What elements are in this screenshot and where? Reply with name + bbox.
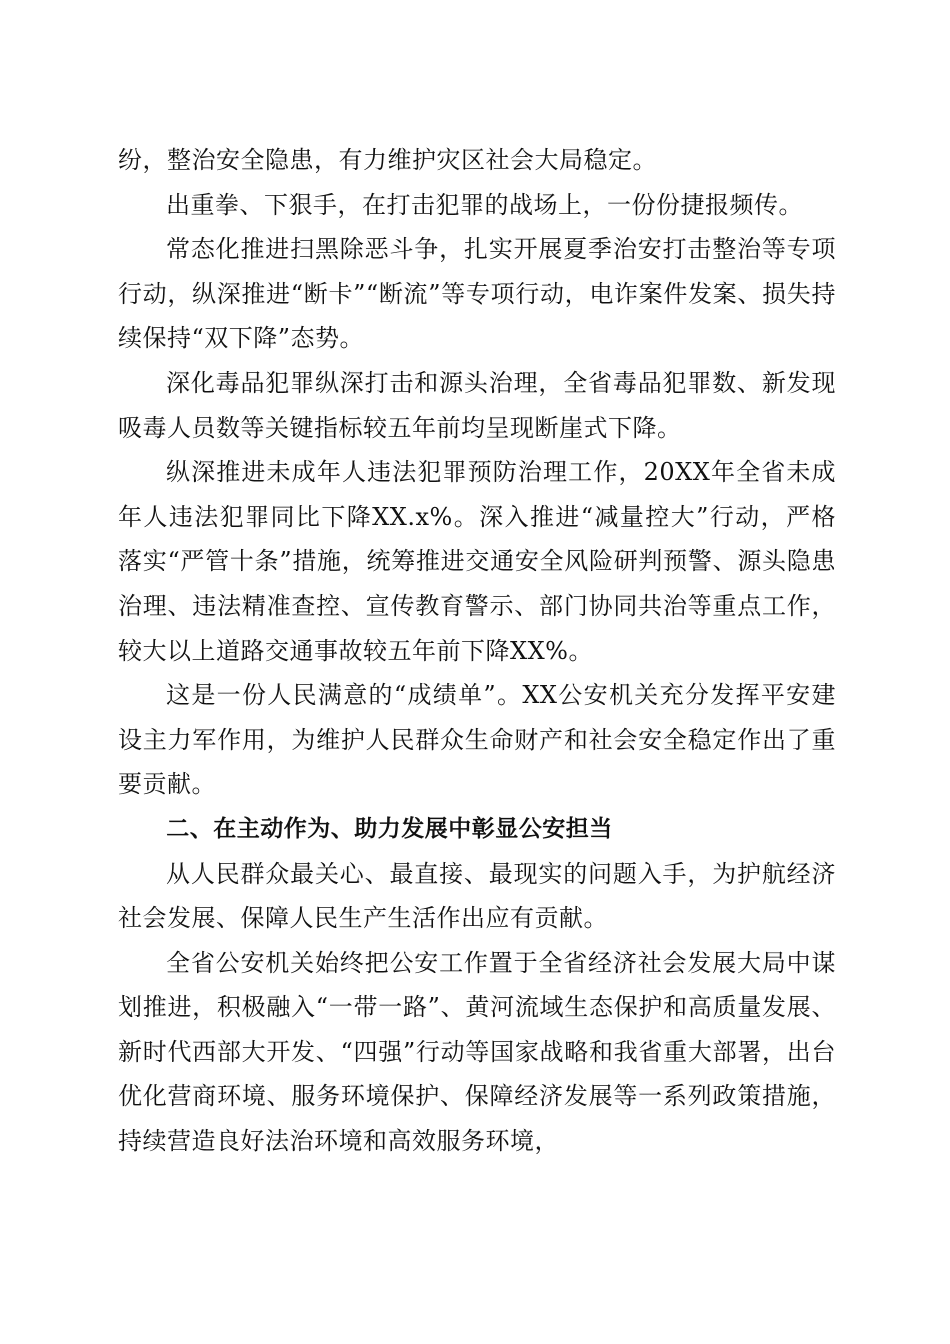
paragraph-drug-crime: 深化毒品犯罪纵深打击和源头治理，全省毒品犯罪数、新发现吸毒人员数等关键指标较五年前均呈现断崖式下降。 [118, 368, 836, 442]
paragraph-report-card: 这是一份人民满意的“成绩单”。XX公安机关充分发挥平安建设主力军作用，为维护人民群众生命财产和社会安全稳定作出了重要贡献。 [118, 681, 836, 799]
section-heading: 二、在主动作为、助力发展中彰显公安担当 [166, 815, 613, 842]
paragraph-continuation: 纷，整治安全隐患，有力维护灾区社会大局稳定。 [118, 146, 657, 174]
paragraph-juvenile-traffic: 纵深推进未成年人违法犯罪预防治理工作，20XX年全省未成年人违法犯罪同比下降XX.x%。深入推进“减量控大”行动，严格落实“严管十条”措施，统筹推进交通安全风险研判预警、源头隐患治理、违法精准查控、宣传教育警示、部门协同共治等重点工作，较大以上道路交通事故较五年前下降XX%。 [118, 458, 836, 665]
paragraph-people-concerns: 从人民群众最关心、最直接、最现实的问题入手，为护航经济社会发展、保障人民生产生活作出应有贡献。 [118, 859, 836, 933]
document-body [118, 138, 836, 1164]
paragraph-economic-development: 全省公安机关始终把公安工作置于全省经济社会发展大局中谋划推进，积极融入“一带一路”、黄河流域生态保护和高质量发展、新时代西部大开发、“四强”行动等国家战略和我省重大部署，出台优化营商环境、服务环境保护、保障经济发展等一系列政策措施，持续营造良好法治环境和高效服务环境， [118, 948, 836, 1156]
paragraph-crime-strike: 出重拳、下狠手，在打击犯罪的战场上，一份份捷报频传。 [166, 190, 803, 219]
paragraph-anti-gang: 常态化推进扫黑除恶斗争，扎实开展夏季治安打击整治等专项行动，纵深推进“断卡”“断流”等专项行动，电诈案件发案、损失持续保持“双下降”态势。 [118, 235, 836, 353]
